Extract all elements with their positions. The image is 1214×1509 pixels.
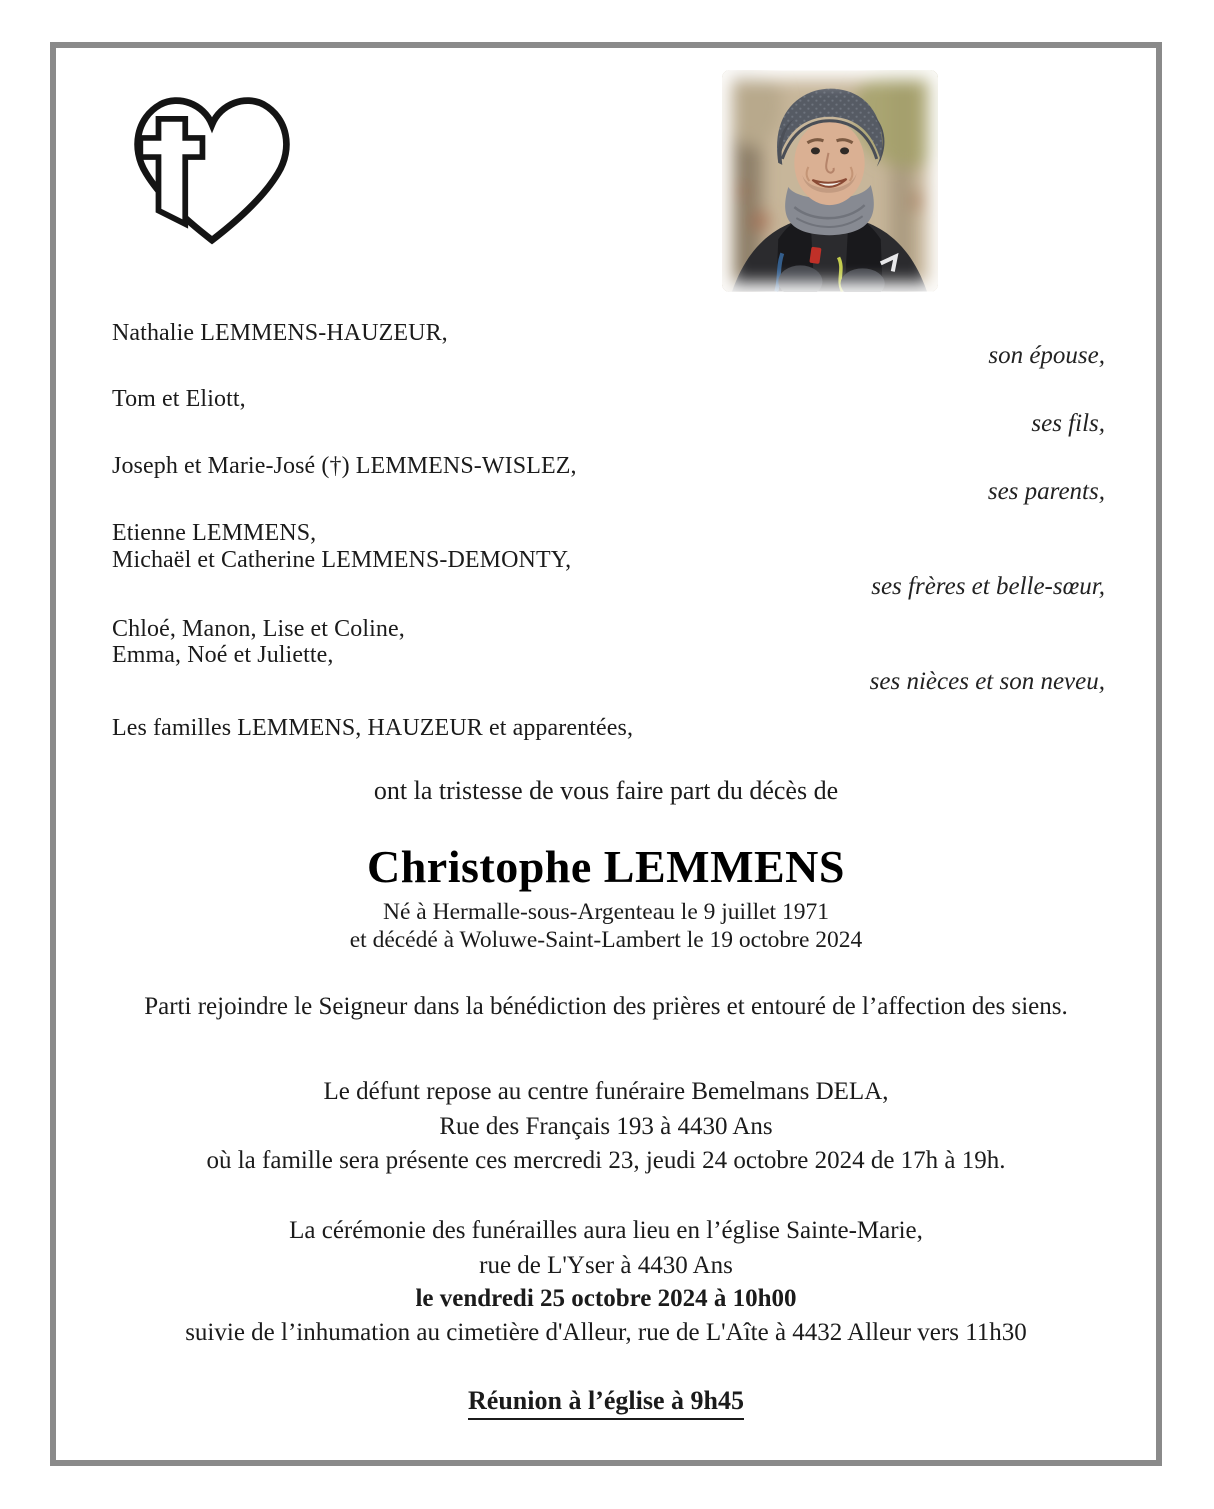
portrait-photo (722, 70, 938, 292)
relation-label: ses frères et belle-sœur, (871, 573, 1105, 600)
ceremony-line: rue de L'Yser à 4430 Ans (479, 1252, 733, 1279)
family-name-line: Etienne LEMMENS, (112, 520, 317, 546)
relation-label: ses fils, (1031, 410, 1105, 437)
relation-label: ses parents, (987, 478, 1105, 505)
family-name-line: Emma, Noé et Juliette, (112, 642, 334, 668)
repose-line: où la famille sera présente ces mercredi 23, jeudi 24 octobre 2024 de 17h à 19h. (206, 1147, 1006, 1174)
tribute-text: Parti rejoindre le Seigneur dans la bénédiction des prières et entouré de l’affection des siens. (144, 993, 1068, 1020)
meeting-line (56, 1386, 1156, 1420)
death-line: et décédé à Woluwe-Saint-Lambert le 19 octobre 2024 (349, 927, 863, 953)
portrait-photo-illustration (722, 70, 938, 292)
relation-label: ses nièces et son neveu, (869, 668, 1105, 695)
meeting-text: Réunion à l’église à 9h45 (468, 1386, 744, 1420)
repose-line: Rue des Français 193 à 4430 Ans (439, 1113, 773, 1140)
family-name-line: Chloé, Manon, Lise et Coline, (112, 616, 405, 642)
deceased-name: Christophe LEMMENS (367, 841, 845, 892)
ceremony-line: suivie de l’inhumation au cimetière d'Alleur, rue de L'Aîte à 4432 Alleur vers 11h30 (185, 1319, 1027, 1346)
family-name-line: Tom et Eliott, (112, 386, 246, 412)
relation-label: son épouse, (988, 342, 1105, 369)
ceremony-date-line: le vendredi 25 octobre 2024 à 10h00 (415, 1285, 797, 1312)
family-name-line: Michaël et Catherine LEMMENS-DEMONTY, (112, 547, 572, 573)
repose-line: Le défunt repose au centre funéraire Bemelmans DELA, (323, 1078, 889, 1105)
announcement-text: ont la tristesse de vous faire part du décès de (373, 776, 839, 805)
family-name-line: Les familles LEMMENS, HAUZEUR et apparentées, (112, 715, 634, 741)
ceremony-line: La cérémonie des funérailles aura lieu en l’église Sainte-Marie, (289, 1217, 923, 1244)
birth-line: Né à Hermalle-sous-Argenteau le 9 juillet 1971 (383, 899, 829, 925)
heart-with-cross-icon (126, 88, 298, 250)
family-name-line: Nathalie LEMMENS-HAUZEUR, (112, 320, 448, 346)
family-name-line: Joseph et Marie-José (†) LEMMENS-WISLEZ, (112, 453, 577, 479)
